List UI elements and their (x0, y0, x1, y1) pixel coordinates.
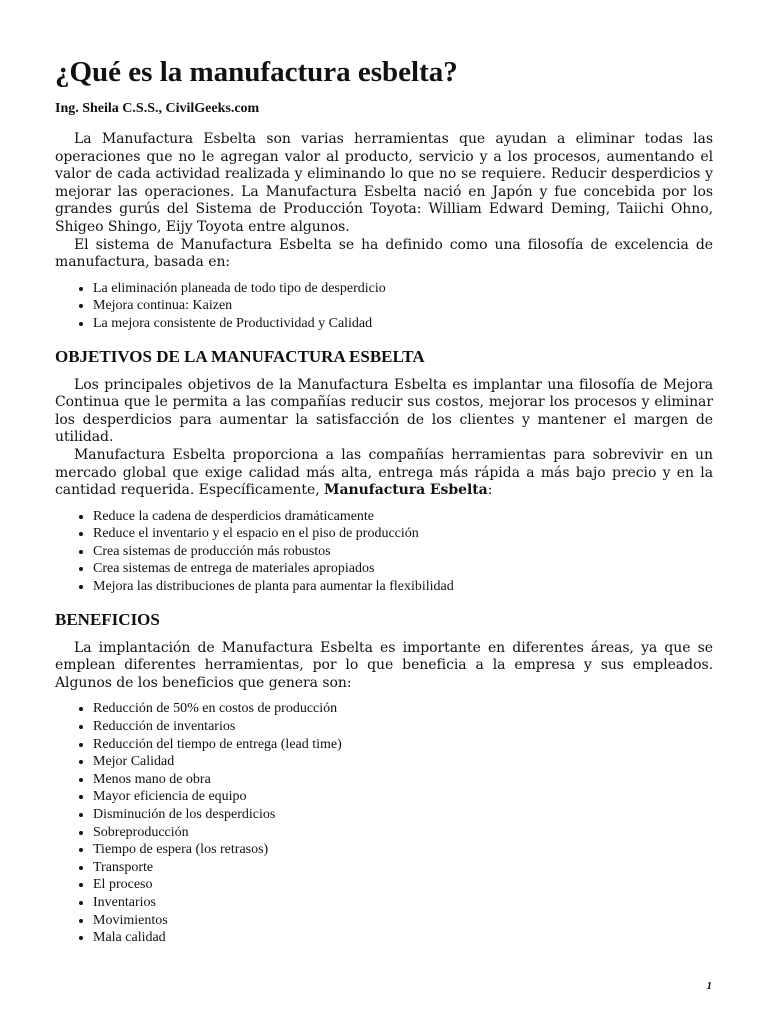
list-item: • Mejora continua: Kaizen (93, 297, 713, 315)
list-item: • Reducción de inventarios (93, 718, 713, 736)
intro-paragraph-1: La Manufactura Esbelta son varias herramientas que ayudan a eliminar todas las operaciones que no le agregan valor al producto, servicio y a los procesos, aumentando el valor de cada actividad realizada y eliminando lo que no se requiere. Reducir desperdicios y mejorar las operaciones. La Manufactura Esbelta nació en Japón y fue concebida por los grandes gurús del Sistema de Producción Toyota: William Edward Deming, Taiichi Ohno, Shigeo Shingo, Eijy Toyota entre algunos. (55, 131, 713, 235)
list-item: • Reducción de 50% en costos de producción (93, 700, 713, 718)
intro-list (55, 280, 713, 333)
list-item: • Menos mano de obra (93, 771, 713, 789)
objetivos-paragraph-1: Los principales objetivos de la Manufactura Esbelta es implantar una filosofía de Mejora Continua que le permita a las compañías reducir sus costos, mejorar los procesos y eliminar los desperdicios para aumentar la satisfacción de los clientes y mantener el margen de utilidad. (55, 376, 713, 446)
list-item: • Transporte (93, 859, 713, 877)
list-item: • Reduce el inventario y el espacio en el piso de producción (93, 525, 713, 543)
objetivos-paragraph-2 (55, 447, 713, 500)
list-item: • Mejor Calidad (93, 753, 713, 771)
beneficios-list (55, 700, 713, 946)
list-item: • Mayor eficiencia de equipo (93, 788, 713, 806)
list-item: • Mala calidad (93, 929, 713, 947)
list-item: • Tiempo de espera (los retrasos) (93, 841, 713, 859)
page-number: 1 (706, 980, 712, 992)
list-item: • Movimientos (93, 912, 713, 930)
list-item: • El proceso (93, 876, 713, 894)
list-item: • Crea sistemas de producción más robustos (93, 543, 713, 561)
author-line: Ing. Sheila C.S.S., CivilGeeks.com (55, 101, 260, 116)
objetivos-p2-end: : (487, 482, 493, 499)
objetivos-list (55, 508, 713, 596)
list-item: • La mejora consistente de Productividad y Calidad (93, 315, 713, 333)
list-item: • Inventarios (93, 894, 713, 912)
objetivos-p2-bold: Manufactura Esbelta (324, 482, 488, 499)
list-item: • Reduce la cadena de desperdicios dramáticamente (93, 508, 713, 526)
section-heading-objetivos: OBJETIVOS DE LA MANUFACTURA ESBELTA (55, 346, 425, 366)
list-item: • Crea sistemas de entrega de materiales apropiados (93, 560, 713, 578)
list-item: • Disminución de los desperdicios (93, 806, 713, 824)
list-item: • Mejora las distribuciones de planta para aumentar la flexibilidad (93, 578, 713, 596)
list-item: • Reducción del tiempo de entrega (lead time) (93, 736, 713, 754)
section-heading-beneficios: BENEFICIOS (55, 609, 160, 629)
objetivos-p2-text: Manufactura Esbelta proporciona a las compañías herramientas para sobrevivir en un mercado global que exige calidad más alta, entrega más rápida a más bajo precio y en la cantidad requerida. Específicamente, (55, 446, 713, 499)
list-item: • Sobreproducción (93, 824, 713, 842)
list-item: • La eliminación planeada de todo tipo de desperdicio (93, 280, 713, 298)
page-title: ¿Qué es la manufactura esbelta? (55, 56, 458, 88)
beneficios-paragraph-1: La implantación de Manufactura Esbelta es importante en diferentes áreas, ya que se emplean diferentes herramientas, por lo que beneficia a la empresa y sus empleados. Algunos de los beneficios que genera son: (55, 639, 713, 691)
intro-paragraph-2: El sistema de Manufactura Esbelta se ha definido como una filosofía de excelencia de manufactura, basada en: (55, 236, 713, 271)
